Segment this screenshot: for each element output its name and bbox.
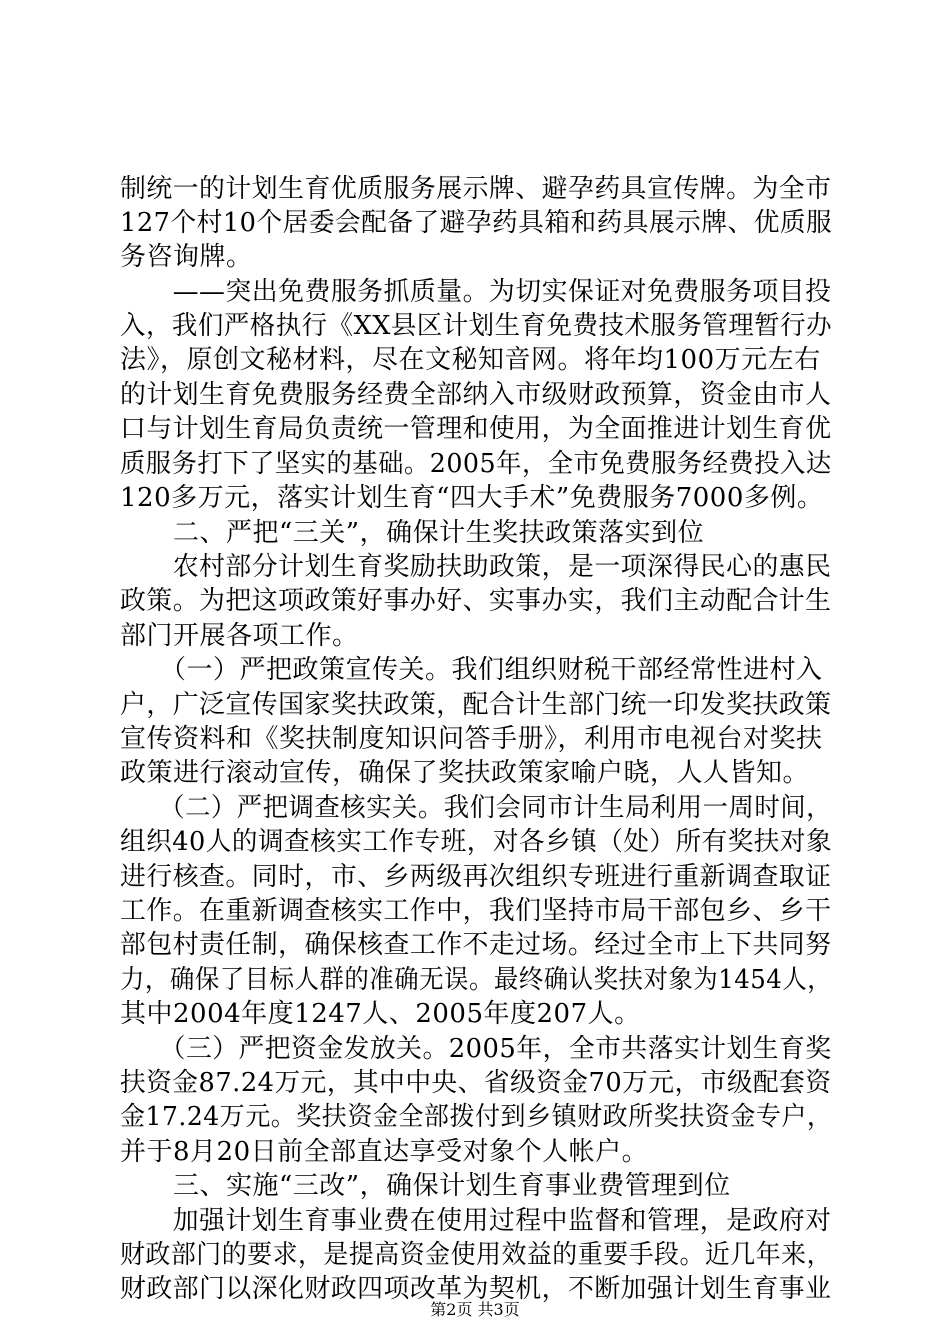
body-line-14: 部门开展各项工作。 xyxy=(120,621,359,651)
body-line-28: 金17.24万元。奖扶资金全部拨付到乡镇财政所奖扶资金专户， xyxy=(120,1102,833,1132)
body-line-8: 口与计划生育局负责统一管理和使用，为全面推进计划生育优 xyxy=(120,414,832,444)
body-line-18: 政策进行滚动宣传，确保了奖扶政策家喻户晓，人人皆知。 xyxy=(120,758,810,788)
body-line-25: 其中2004年度1247人、2005年度207人。 xyxy=(120,999,641,1029)
section-heading-2: 二、严把“三关”，确保计生奖扶政策落实到位 xyxy=(120,518,705,548)
body-line-26: （三）严把资金发放关。2005年，全市共落实计划生育奖 xyxy=(120,1034,832,1064)
body-line-33: 财政部门以深化财政四项改革为契机，不断加强计划生育事业 xyxy=(120,1274,832,1304)
body-line-1: 制统一的计划生育优质服务展示牌、避孕药具宣传牌。为全市 xyxy=(120,174,832,204)
body-line-27: 扶资金87.24万元，其中中央、省级资金70万元，市级配套资 xyxy=(120,1068,832,1098)
body-line-19: （二）严把调查核实关。我们会同市计生局利用一周时间， xyxy=(120,793,833,823)
body-line-31: 加强计划生育事业费在使用过程中监督和管理，是政府对 xyxy=(120,1206,832,1236)
body-line-3: 务咨询牌。 xyxy=(120,242,253,272)
body-line-13: 政策。为把这项政策好事办好、实事办实，我们主动配合计生 xyxy=(120,586,832,616)
body-line-17: 宣传资料和《奖扶制度知识问答手册》，利用市电视台对奖扶 xyxy=(120,724,823,754)
body-line-23: 部包村责任制，确保核查工作不走过场。经过全市上下共同努 xyxy=(120,930,832,960)
body-line-32: 财政部门的要求，是提高资金使用效益的重要手段。近几年来， xyxy=(120,1240,833,1270)
body-line-6: 法》，原创文秘材料，尽在文秘知音网。将年均100万元左右 xyxy=(120,345,821,375)
body-line-24: 力，确保了目标人群的准确无误。最终确认奖扶对象为1454人， xyxy=(120,965,833,995)
body-line-15: （一）严把政策宣传关。我们组织财税干部经常性进村入 xyxy=(120,655,823,685)
section-heading-3: 三、实施“三改”，确保计划生育事业费管理到位 xyxy=(120,1171,731,1201)
body-line-10: 120多万元，落实计划生育“四大手术”免费服务7000多例。 xyxy=(120,483,824,513)
body-line-7: 的计划生育免费服务经费全部纳入市级财政预算，资金由市人 xyxy=(120,380,832,410)
body-line-12: 农村部分计划生育奖励扶助政策，是一项深得民心的惠民 xyxy=(120,552,832,582)
body-line-5: 入，我们严格执行《XX县区计划生育免费技术服务管理暂行办 xyxy=(120,311,833,341)
body-line-21: 进行核查。同时，市、乡两级再次组织专班进行重新调查取证 xyxy=(120,862,832,892)
body-line-29: 并于8月20日前全部直达享受对象个人帐户。 xyxy=(120,1137,649,1167)
body-line-4: ——突出免费服务抓质量。为切实保证对免费服务项目投 xyxy=(120,277,832,307)
body-line-20: 组织40人的调查核实工作专班，对各乡镇（处）所有奖扶对象 xyxy=(120,827,833,857)
body-line-22: 工作。在重新调查核实工作中，我们坚持市局干部包乡、乡干 xyxy=(120,896,832,926)
body-line-9: 质服务打下了坚实的基础。2005年，全市免费服务经费投入达 xyxy=(120,449,832,479)
body-line-16: 户，广泛宣传国家奖扶政策，配合计生部门统一印发奖扶政策 xyxy=(120,690,832,720)
body-line-2: 127个村10个居委会配备了避孕药具箱和药具展示牌、优质服 xyxy=(120,208,833,238)
page-number-footer: 第2页 共3页 xyxy=(430,1300,520,1319)
